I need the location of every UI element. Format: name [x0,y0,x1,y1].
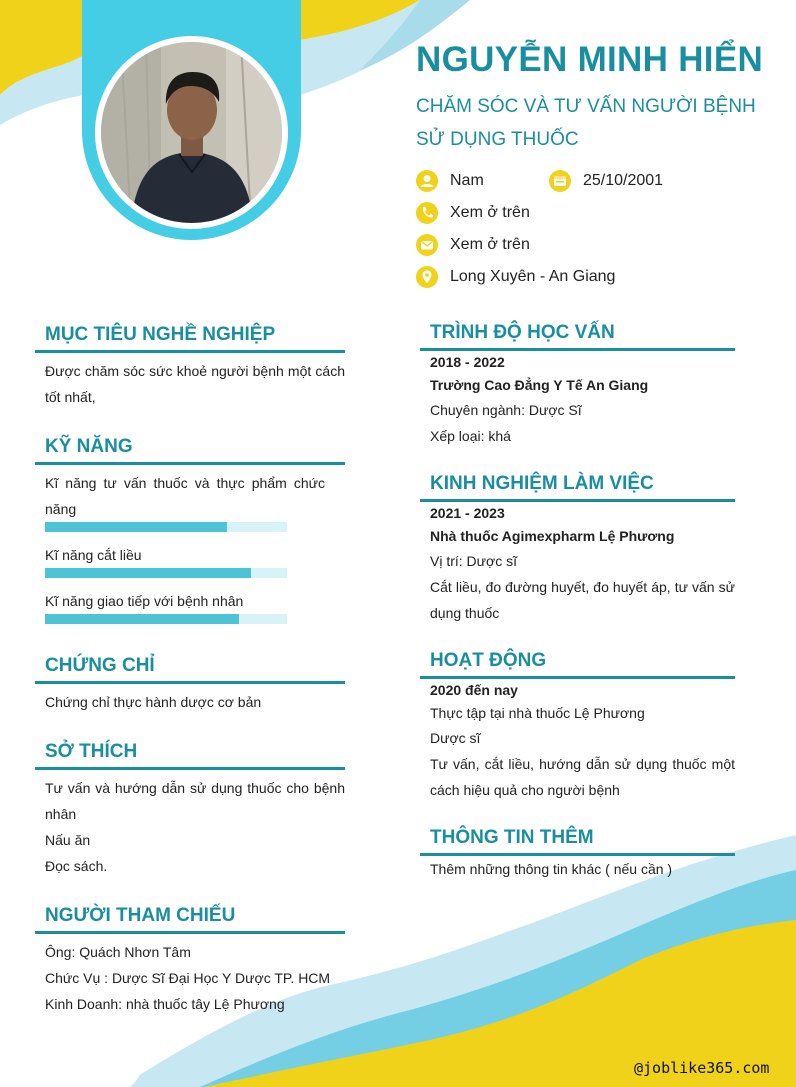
location-pin-icon [416,266,438,288]
email-value: Xem ở trên [450,236,530,253]
phone-icon [416,202,438,224]
extra-text: Thêm những thông tin khác ( nếu cần ) [430,861,673,877]
phone-value: Xem ở trên [450,204,530,221]
hobby-item: Tư vấn và hướng dẫn sử dụng thuốc cho bệnh nhân [45,780,345,822]
phone-info [416,203,576,225]
reference-line: Ông: Quách Nhơn Tâm [45,944,191,960]
activities-period: 2020 đến nay [430,682,518,698]
education-major: Chuyên ngành: Dược Sĩ [430,402,582,418]
calendar-icon [549,170,571,192]
birthday-value: 25/10/2001 [583,172,664,189]
skill-level-fill [45,522,227,532]
references-divider [35,931,345,934]
hobby-item: Nấu ăn [45,832,91,848]
activities-line: Dược sĩ [430,730,481,746]
hobbies-divider [35,767,345,770]
skills-title: KỸ NĂNG [45,436,133,457]
skill-label: Kĩ năng cắt liều [45,547,142,563]
education-rank: Xếp loại: khá [430,428,511,444]
skills-divider [35,462,345,465]
user-icon [416,170,438,192]
objective-text: Được chăm sóc sức khoẻ người bệnh một cách tốt nhất, [45,363,345,405]
hobby-item: Đọc sách. [45,858,108,874]
references-title: NGƯỜI THAM CHIẾU [45,905,236,926]
skill-level-bar [45,614,287,624]
mail-icon [416,234,438,256]
avatar [101,42,282,223]
objective-divider [35,350,345,353]
education-period: 2018 - 2022 [430,354,505,370]
skill-level-bar [45,522,287,532]
reference-line: Kinh Doanh: nhà thuốc tây Lệ Phương [45,996,285,1012]
email-info [416,235,576,257]
skill-level-bar [45,568,287,578]
gender-value: Nam [450,172,484,189]
experience-position: Vị trí: Dược sĩ [430,553,518,569]
activities-line: Thực tập tại nhà thuốc Lệ Phương [430,705,645,721]
skill-label: Kĩ năng tư vấn thuốc và thực phẩm chức năng [45,475,325,517]
experience-title: KINH NGHIỆM LÀM VIỆC [430,473,654,494]
job-title: CHĂM SÓC VÀ TƯ VẤN NGƯỜI BỆNH SỬ DỤNG THUỐC [416,96,756,150]
activities-line: Tư vấn, cắt liều, hướng dẫn sử dụng thuốc một cách hiệu quả cho người bệnh [430,756,735,798]
skill-level-fill [45,568,251,578]
certificate-item: Chứng chỉ thực hành dược cơ bản [45,694,262,710]
experience-period: 2021 - 2023 [430,505,505,521]
experience-description: Cắt liều, đo đường huyết, đo huyết áp, tư vấn sử dụng thuốc [430,579,735,621]
extra-title: THÔNG TIN THÊM [430,827,594,848]
skill-label: Kĩ năng giao tiếp với bệnh nhân [45,593,244,609]
activities-title: HOẠT ĐỘNG [430,650,547,671]
education-school: Trường Cao Đẳng Y Tế An Giang [430,377,649,393]
certificates-title: CHỨNG CHỈ [45,655,155,676]
address-value: Long Xuyên - An Giang [450,268,616,285]
reference-line: Chức Vụ : Dược Sĩ Đại Học Y Dược TP. HCM [45,970,331,986]
address-info [416,267,636,289]
hobbies-title: SỞ THÍCH [45,741,138,762]
education-title: TRÌNH ĐỘ HỌC VẤN [430,322,615,343]
objective-title: MỤC TIÊU NGHỀ NGHIỆP [45,324,276,345]
profile-photo-frame [82,0,301,241]
watermark: @joblike365.com [634,1059,770,1077]
gender-info [416,171,546,193]
candidate-name: NGUYỄN MINH HIỂN [416,40,764,79]
birthday-info [549,171,689,193]
experience-company: Nhà thuốc Agimexpharm Lệ Phương [430,528,675,544]
certificates-divider [35,681,345,684]
skill-level-fill [45,614,239,624]
